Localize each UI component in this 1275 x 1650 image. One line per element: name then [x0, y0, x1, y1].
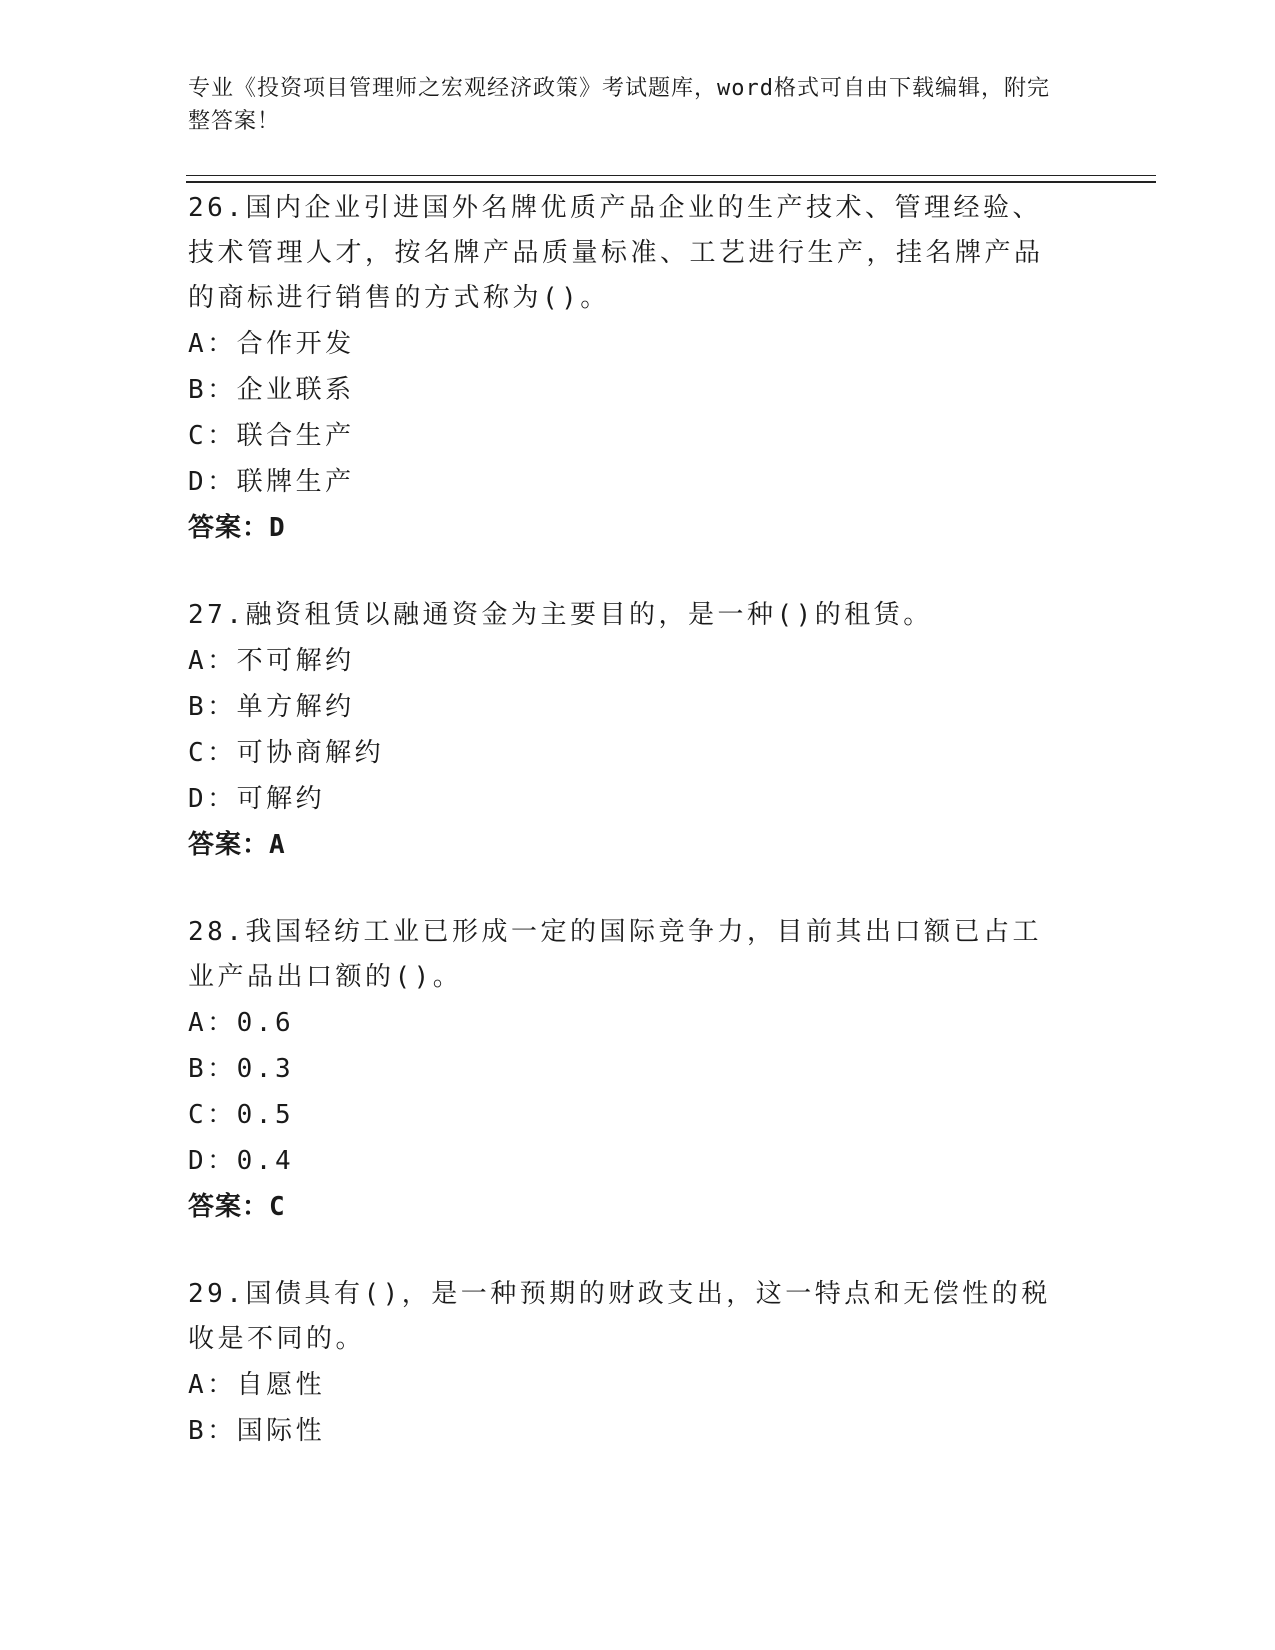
answer: 答案：A — [188, 830, 286, 860]
option-d: D：联牌生产 — [188, 467, 355, 497]
question-text: 26.国内企业引进国外名牌优质产品企业的生产技术、管理经验、技术管理人才，按名牌产品质量标准、工艺进行生产，挂名牌产品的商标进行销售的方式称为()。 — [188, 193, 1044, 313]
option-b: B：单方解约 — [188, 692, 355, 722]
option-c: C：联合生产 — [188, 421, 355, 451]
question-list — [188, 186, 1068, 1496]
option-a: A：不可解约 — [188, 646, 355, 676]
option-c: C：可协商解约 — [188, 738, 385, 768]
question-28 — [188, 910, 1068, 1230]
option-b: B：国际性 — [188, 1416, 326, 1446]
question-27 — [188, 593, 1068, 868]
option-a: A：0.6 — [188, 1008, 295, 1038]
option-d: D：可解约 — [188, 784, 326, 814]
question-text: 29.国债具有()，是一种预期的财政支出，这一特点和无偿性的税收是不同的。 — [188, 1279, 1051, 1354]
document-header — [188, 72, 1068, 138]
question-text: 27.融资租赁以融通资金为主要目的，是一种()的租赁。 — [188, 600, 933, 630]
question-text: 28.我国轻纺工业已形成一定的国际竞争力，目前其出口额已占工业产品出口额的()。 — [188, 917, 1042, 992]
option-d: D：0.4 — [188, 1146, 295, 1176]
option-b: B：企业联系 — [188, 375, 355, 405]
header-intro-text: 专业《投资项目管理师之宏观经济政策》考试题库，word格式可自由下载编辑，附完整答案！ — [188, 76, 1050, 134]
header-divider-thick — [186, 181, 1156, 183]
option-a: A：自愿性 — [188, 1370, 326, 1400]
option-b: B：0.3 — [188, 1054, 295, 1084]
option-a: A：合作开发 — [188, 329, 355, 359]
question-26 — [188, 186, 1068, 551]
header-divider-thin — [186, 175, 1156, 176]
question-29 — [188, 1272, 1068, 1454]
answer: 答案：C — [188, 1192, 286, 1222]
answer: 答案：D — [188, 513, 286, 543]
option-c: C：0.5 — [188, 1100, 295, 1130]
